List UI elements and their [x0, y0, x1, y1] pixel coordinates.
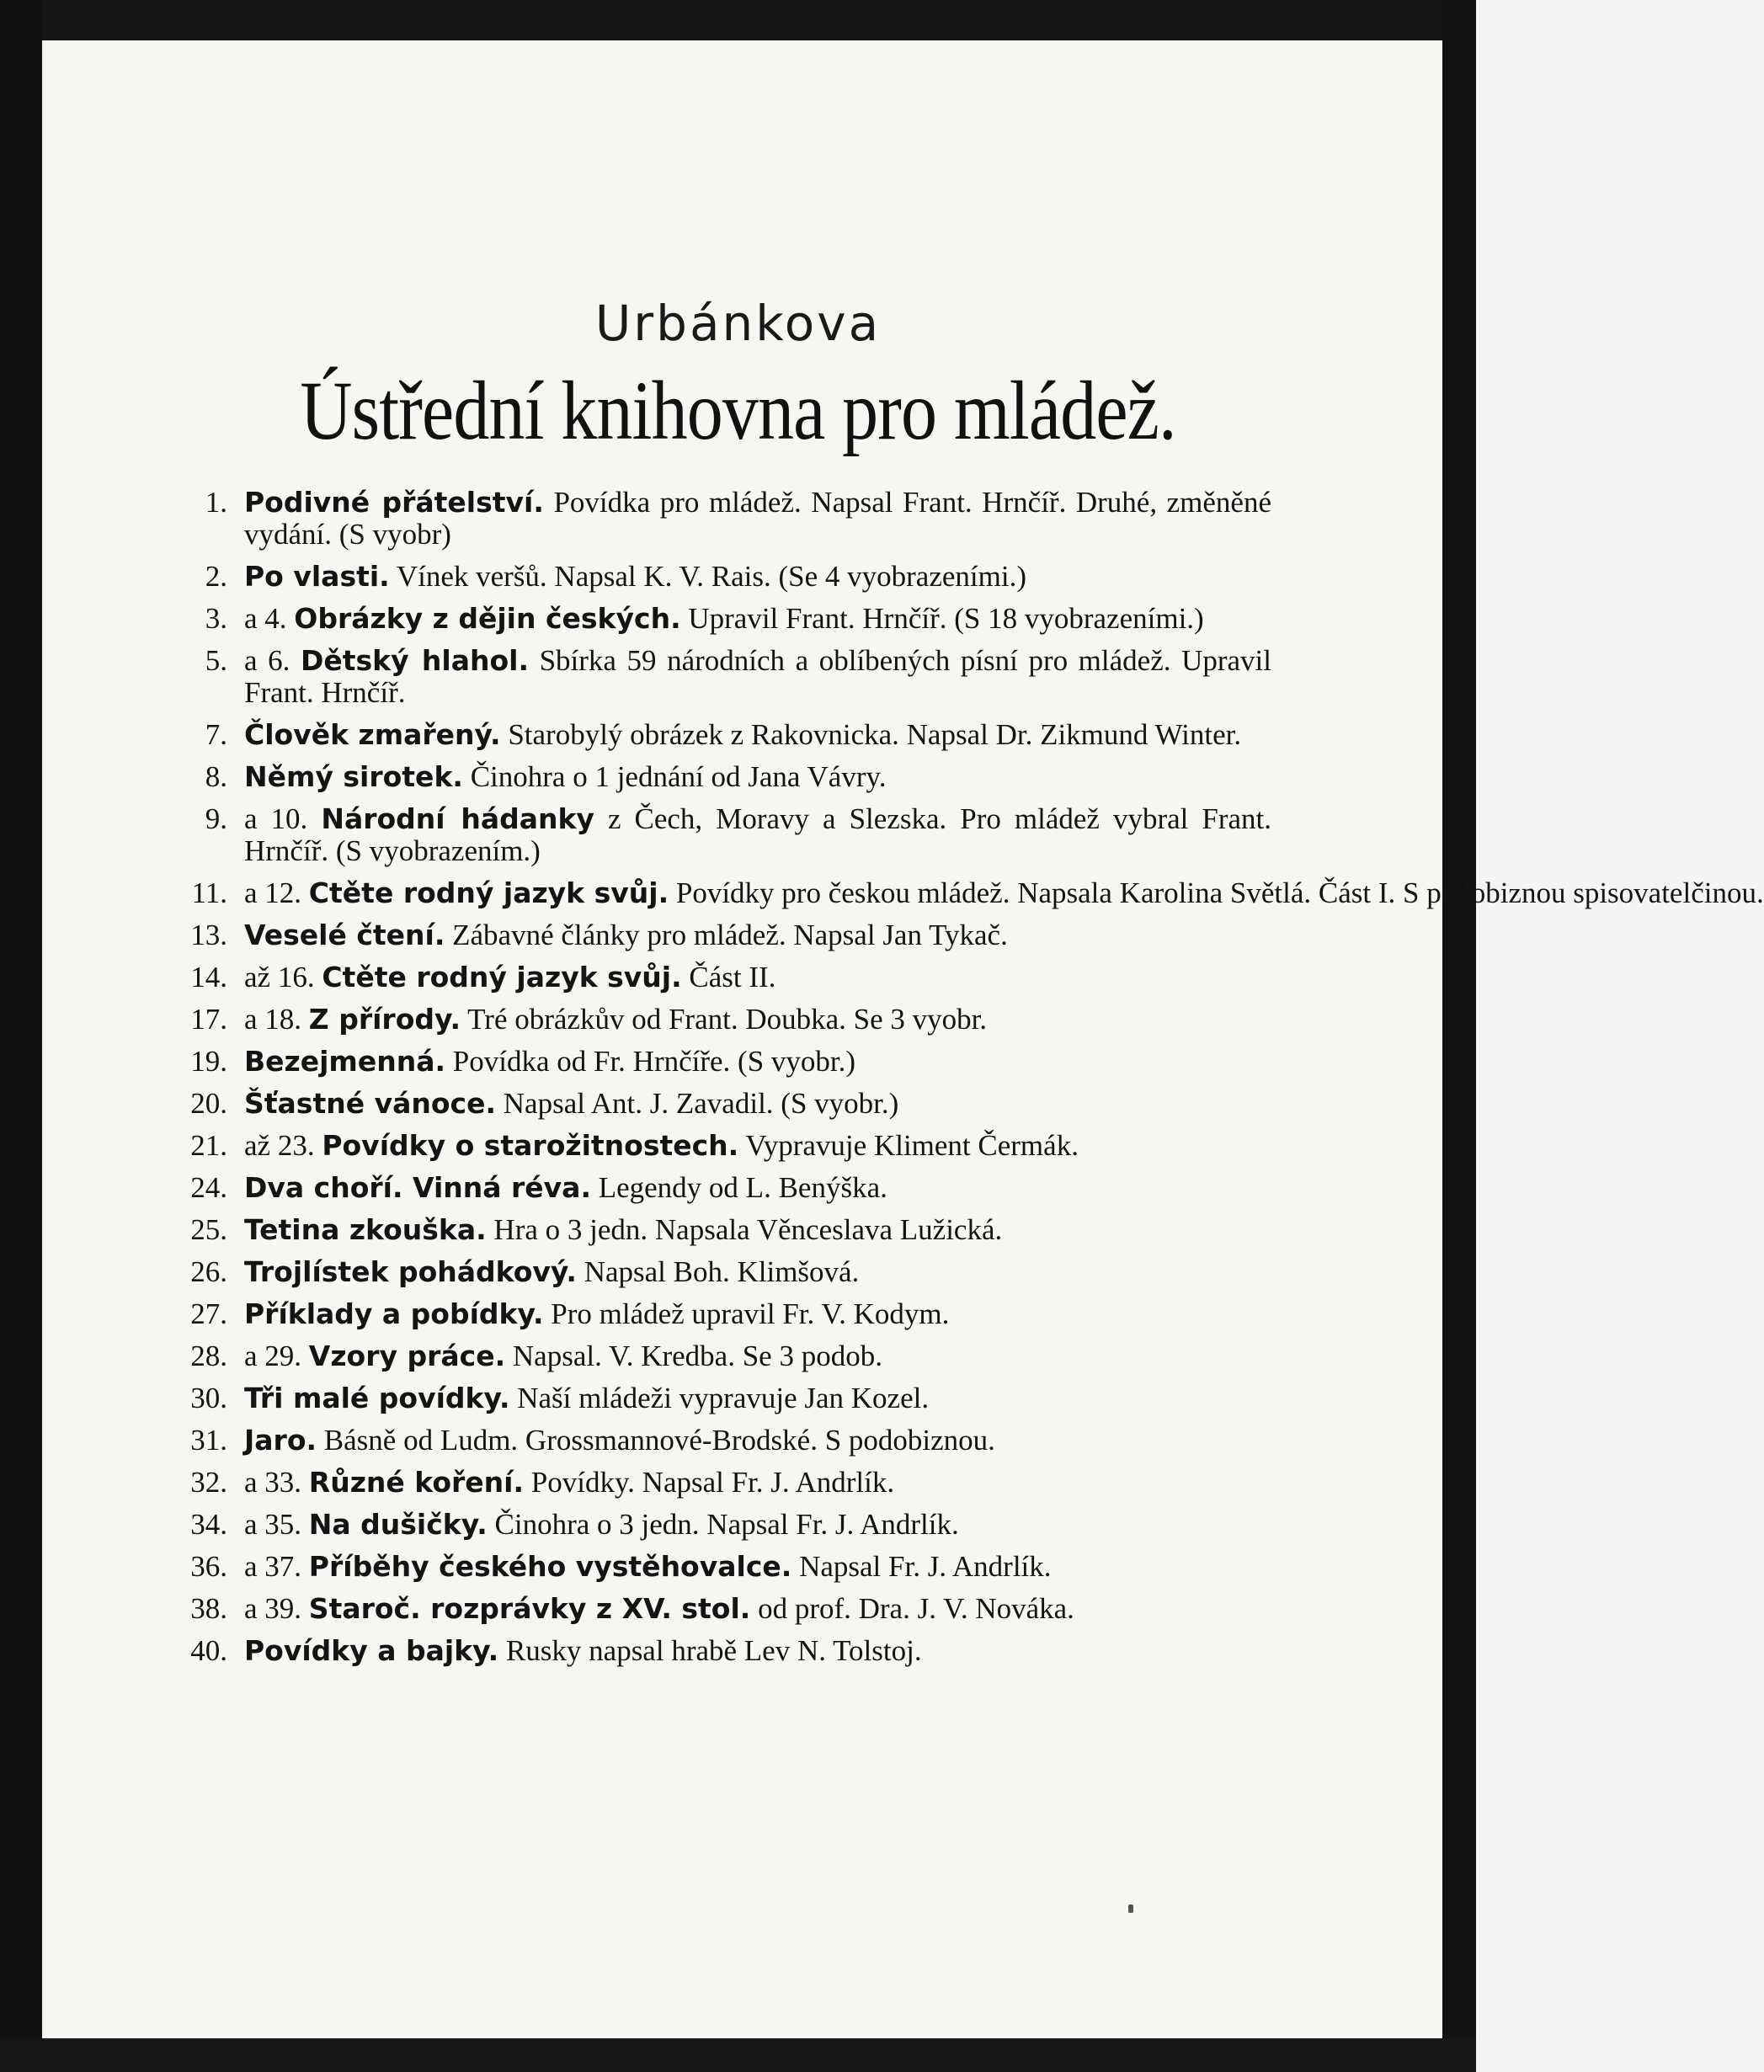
entry-number: 25.	[190, 1213, 227, 1246]
catalog-entry	[177, 603, 1271, 635]
entry-description: Sbírka 59 národních a oblíbených písní pro mládež. Upravil Frant. Hrnčíř.	[244, 644, 1271, 709]
entry-number: 24.	[190, 1171, 227, 1204]
entry-title: Podivné přátelství.	[244, 486, 544, 519]
entry-number: 11.	[191, 876, 227, 909]
catalog-entry	[177, 1298, 1271, 1330]
entry-title: Povídky a bajky.	[244, 1634, 499, 1667]
entry-description: Básně od Ludm. Grossmannové-Brodské. S podobiznou.	[323, 1424, 995, 1457]
entry-description: Zábavné články pro mládež. Napsal Jan Tykač.	[452, 919, 1008, 951]
entry-description: Část II.	[689, 961, 776, 993]
catalog-entry	[177, 919, 1271, 951]
catalog-entry	[177, 1467, 1271, 1499]
catalog-entry	[177, 1593, 1271, 1625]
catalog-entry	[177, 761, 1271, 793]
entry-number: 31.	[190, 1424, 227, 1457]
entry-number: 32.	[190, 1466, 227, 1499]
entry-description: Povídky pro českou mládež. Napsala Karolina Světlá. Část I. S podobiznou spisovatelčinou.	[675, 876, 1764, 909]
entry-title: Jaro.	[244, 1424, 317, 1457]
entry-number: 9.	[205, 802, 227, 835]
catalog-entry	[177, 1340, 1271, 1372]
catalog-entry	[177, 876, 1764, 909]
entry-number: 19.	[190, 1045, 227, 1078]
entry-description: Vypravuje Kliment Čermák.	[745, 1129, 1079, 1162]
catalog-entry	[177, 1130, 1271, 1162]
catalog-entry	[177, 487, 1271, 551]
entry-description: Napsal Boh. Klimšová.	[584, 1255, 860, 1288]
entry-title: Dva choří. Vinná réva.	[244, 1171, 591, 1204]
entry-number: 1.	[205, 486, 227, 519]
entry-number: 34.	[190, 1508, 227, 1541]
entry-description: Legendy od L. Benýška.	[598, 1171, 887, 1204]
entry-title: Povídky o starožitnostech.	[322, 1129, 739, 1162]
entry-volume-range: a 10.	[244, 802, 308, 835]
entry-description: Napsal. V. Kredba. Se 3 podob.	[512, 1340, 882, 1372]
entry-description: od prof. Dra. J. V. Nováka.	[758, 1592, 1074, 1625]
catalog-entry	[177, 1214, 1271, 1246]
entry-number: 7.	[205, 718, 227, 751]
entry-title: Po vlasti.	[244, 560, 390, 593]
entry-title: Šťastné vánoce.	[244, 1087, 497, 1120]
entry-title: Člověk zmařený.	[244, 718, 501, 751]
catalog-entry	[177, 719, 1271, 751]
entry-number: 26.	[190, 1255, 227, 1288]
entry-title: Staroč. rozprávky z XV. stol.	[308, 1592, 751, 1625]
entry-volume-range: a 18.	[244, 1003, 302, 1036]
catalog-entry	[177, 1425, 1271, 1457]
entry-title: Příklady a pobídky.	[244, 1297, 544, 1330]
scan-edge-top	[0, 0, 1476, 40]
entry-number: 17.	[190, 1003, 227, 1036]
catalog-entry	[177, 961, 1271, 993]
entry-title: Trojlístek pohádkový.	[244, 1255, 577, 1288]
entry-title: Z přírody.	[308, 1003, 461, 1036]
entry-description: Upravil Frant. Hrnčíř. (S 18 vyobrazeními.)	[688, 602, 1204, 635]
entry-title: Ctěte rodný jazyk svůj.	[322, 961, 682, 993]
entry-number: 28.	[190, 1340, 227, 1372]
entry-number: 8.	[205, 760, 227, 793]
entry-number: 3.	[205, 602, 227, 635]
entry-volume-range: a 4.	[244, 602, 287, 635]
catalog-entry	[177, 645, 1271, 709]
entry-description: Tré obrázkův od Frant. Doubka. Se 3 vyobr.	[467, 1003, 988, 1036]
entry-volume-range: a 6.	[244, 644, 290, 677]
book-catalog	[177, 486, 1764, 1677]
entry-title: Tetina zkouška.	[244, 1213, 487, 1246]
publisher-name: Urbánkova	[594, 295, 882, 352]
entry-volume-range: a 35.	[244, 1508, 302, 1541]
entry-title: Národní hádanky	[321, 802, 594, 835]
entry-number: 2.	[205, 560, 227, 593]
entry-description: Činohra o 1 jednání od Jana Vávry.	[470, 760, 887, 793]
entry-volume-range: a 37.	[244, 1550, 302, 1583]
entry-title: Tři malé povídky.	[244, 1382, 510, 1414]
catalog-entry	[177, 1172, 1271, 1204]
entry-title: Bezejmenná.	[244, 1045, 445, 1078]
entry-description: Napsal Ant. J. Zavadil. (S vyobr.)	[503, 1087, 899, 1120]
entry-number: 21.	[190, 1129, 227, 1162]
entry-description: Povídka pro mládež. Napsal Frant. Hrnčíř. Druhé, změněné vydání. (S vyobr)	[244, 486, 1272, 551]
entry-number: 40.	[190, 1634, 227, 1667]
entry-number: 36.	[190, 1550, 227, 1583]
entry-description: Vínek veršů. Napsal K. V. Rais. (Se 4 vyobrazeními.)	[396, 560, 1026, 593]
entry-number: 30.	[190, 1382, 227, 1414]
catalog-entry	[177, 1088, 1271, 1120]
entry-title: Dětský hlahol.	[300, 644, 529, 677]
entry-description: Povídka od Fr. Hrnčíře. (S vyobr.)	[452, 1045, 856, 1078]
entry-number: 20.	[190, 1087, 227, 1120]
entry-number: 14.	[190, 961, 227, 993]
entry-title: Příběhy českého vystěhovalce.	[308, 1550, 792, 1583]
entry-description: Činohra o 3 jedn. Napsal Fr. J. Andrlík.	[494, 1508, 959, 1541]
entry-title: Různé koření.	[308, 1466, 524, 1499]
entry-volume-range: a 39.	[244, 1592, 302, 1625]
catalog-entry	[177, 803, 1271, 867]
scan-edge-bottom	[0, 2038, 1476, 2072]
entry-number: 5.	[205, 644, 227, 677]
entry-description: Pro mládež upravil Fr. V. Kodym.	[551, 1297, 950, 1330]
entry-description: Starobylý obrázek z Rakovnicka. Napsal Dr. Zikmund Winter.	[508, 718, 1242, 751]
entry-description: Rusky napsal hrabě Lev N. Tolstoj.	[505, 1634, 922, 1667]
catalog-entry	[177, 1551, 1271, 1583]
entry-description: z Čech, Moravy a Slezska. Pro mládež vybral Frant. Hrnčíř. (S vyobrazením.)	[244, 802, 1271, 867]
catalog-entry	[177, 1635, 1271, 1667]
catalog-entry	[177, 1256, 1271, 1288]
entry-description: Napsal Fr. J. Andrlík.	[799, 1550, 1052, 1583]
entry-volume-range: až 23.	[244, 1129, 315, 1162]
entry-title: Ctěte rodný jazyk svůj.	[308, 876, 669, 909]
catalog-entry	[177, 1004, 1271, 1036]
entry-description: Naší mládeži vypravuje Jan Kozel.	[517, 1382, 930, 1414]
scan-speck	[1128, 1904, 1133, 1913]
entry-volume-range: a 12.	[244, 876, 302, 909]
entry-volume-range: a 29.	[244, 1340, 302, 1372]
entry-volume-range: až 16.	[244, 961, 315, 993]
entry-description: Hra o 3 jedn. Napsala Věnceslava Lužická.	[493, 1213, 1003, 1246]
entry-number: 38.	[190, 1592, 227, 1625]
catalog-entry	[177, 1046, 1271, 1078]
catalog-entry	[177, 1509, 1271, 1541]
entry-title: Obrázky z dějin českých.	[294, 602, 681, 635]
entry-title: Veselé čtení.	[244, 919, 445, 951]
entry-number: 13.	[190, 919, 227, 951]
catalog-entry	[177, 561, 1271, 593]
entry-description: Povídky. Napsal Fr. J. Andrlík.	[530, 1466, 895, 1499]
entry-volume-range: a 33.	[244, 1466, 302, 1499]
entry-title: Němý sirotek.	[244, 760, 463, 793]
catalog-entry	[177, 1382, 1271, 1414]
entry-title: Vzory práce.	[308, 1340, 506, 1372]
entry-title: Na dušičky.	[308, 1508, 488, 1541]
entry-number: 27.	[190, 1297, 227, 1330]
series-title: Ústřední knihovna pro mládež.	[300, 364, 1176, 457]
